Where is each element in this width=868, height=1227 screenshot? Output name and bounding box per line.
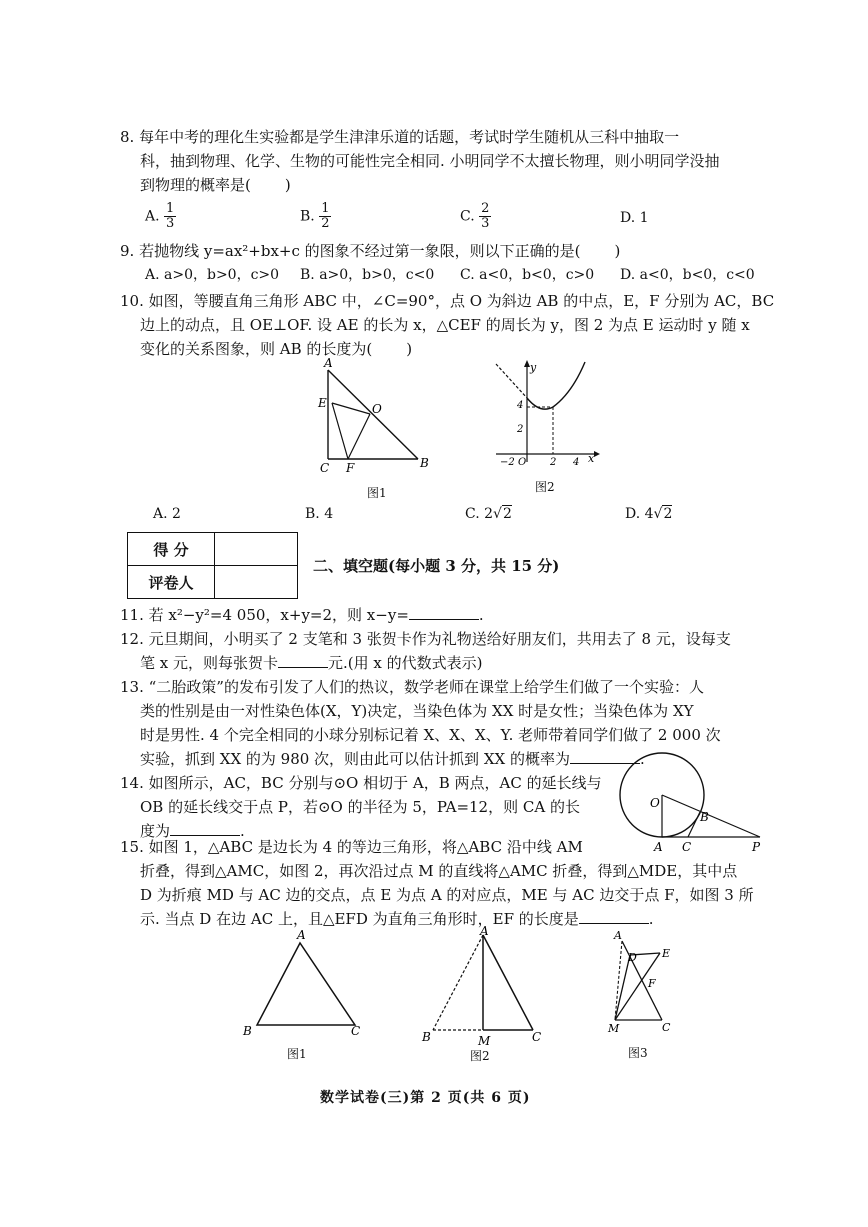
- q15-answer-blank[interactable]: [579, 909, 649, 924]
- q14-line-1: 14. 如图所示，AC，BC 分别与⊙O 相切于 A，B 两点，AC 的延长线与: [120, 774, 602, 792]
- q8-line-1: 8. 每年中考的理化生实验都是学生津津乐道的话题，考试时学生随机从三科中抽取一: [120, 128, 680, 146]
- q15-fig3-caption: 图3: [628, 1046, 648, 1060]
- page-footer: 数学试卷(三)第 2 页(共 6 页): [320, 1090, 531, 1106]
- score-table: [127, 532, 298, 599]
- q13-line-1: 13. “二胎政策”的发布引发了人们的热议，数学老师在课堂上给学生们做了一个实验：人: [120, 678, 704, 696]
- q10-figure-2: [492, 358, 602, 470]
- q14-label-a: A: [654, 840, 663, 854]
- q13-line-3: 时是男性. 4 个完全相同的小球分别标记着 X、X、X、Y. 老师带着同学们做了 2 000 次: [140, 726, 721, 744]
- q15-fig2-label-c: C: [532, 1030, 542, 1044]
- q15-fig2-label-m: M: [478, 1034, 491, 1048]
- q10-option-c[interactable]: C. 2√2: [465, 506, 512, 522]
- grader-cell[interactable]: [215, 566, 298, 599]
- q15-figure-1: [235, 925, 375, 1045]
- fig2-label-x: x: [588, 452, 595, 465]
- q15-fig3-label-d: D: [628, 951, 637, 964]
- fig2-origin: O: [518, 457, 527, 468]
- q15-fig2-label-b: B: [422, 1030, 431, 1044]
- q10-option-d[interactable]: D. 4√2: [625, 506, 673, 522]
- q10-options: [145, 506, 775, 528]
- q8-line-2: 科，抽到物理、化学、生物的可能性完全相同. 小明同学不太擅长物理，则小明同学没抽: [140, 152, 720, 170]
- q10-option-a[interactable]: A. 2: [153, 506, 181, 522]
- q14-label-c: C: [682, 840, 692, 854]
- fig2-tick-2x: 2: [550, 457, 557, 468]
- q15-figure-3: [600, 925, 690, 1040]
- q12-line-1: 12. 元旦期间，小明买了 2 支笔和 3 张贺卡作为礼物送给好朋友们，共用去了 8 元，设每支: [120, 630, 731, 648]
- q10-figure-1: [310, 355, 450, 480]
- q8-option-c[interactable]: C. $\frac{2}{3}$: [460, 201, 490, 231]
- q14-figure: [612, 745, 772, 855]
- q9-stem: 9. 若抛物线 y=ax²+bx+c 的图象不经过第一象限，则以下正确的是( ): [120, 242, 621, 260]
- q10-line-3: 变化的关系图象，则 AB 的长度为( ): [140, 340, 413, 358]
- fig1-label-a: A: [324, 356, 333, 370]
- q9-option-d[interactable]: D. a<0，b<0，c<0: [620, 267, 755, 283]
- q15-fig2-caption: 图2: [470, 1049, 490, 1063]
- q8-option-d[interactable]: D. 1: [620, 210, 649, 226]
- q10-line-1: 10. 如图，等腰直角三角形 ABC 中，∠C=90°，点 O 为斜边 AB 的中点，E，F 分别为 AC，BC: [120, 292, 775, 310]
- fig2-label-y: y: [530, 361, 537, 374]
- fig1-label-b: B: [420, 456, 429, 470]
- q15-fig3-label-f: F: [648, 977, 656, 990]
- q15-fig1-label-c: C: [351, 1024, 361, 1038]
- q8-option-b[interactable]: B. $\frac{1}{2}$: [300, 201, 330, 231]
- q15-fig3-label-m: M: [608, 1022, 620, 1035]
- q11: 11. 若 x²−y²=4 050，x+y=2，则 x−y= .: [120, 606, 484, 624]
- q15-figure-2: [418, 925, 558, 1050]
- q10-fig1-caption: 图1: [367, 486, 387, 500]
- q15-fig2-label-a: A: [480, 925, 489, 938]
- q13-line-2: 类的性别是由一对性染色体(X，Y)决定，当染色体为 XX 时是女性；当染色体为 XY: [140, 702, 694, 720]
- q14-line-3: 度为 .: [140, 822, 245, 840]
- fig2-tick-2y: 2: [517, 424, 524, 435]
- fig1-label-f: F: [346, 461, 355, 475]
- fig2-tick-4y: 4: [517, 400, 524, 411]
- fig2-tick-4x: 4: [573, 457, 580, 468]
- grader-label: 评卷人: [128, 566, 215, 599]
- q9-option-a[interactable]: A. a>0，b>0，c>0: [145, 267, 280, 283]
- q10-line-2: 边上的动点，且 OE⊥OF. 设 AE 的长为 x，△CEF 的周长为 y，图 2 为点 E 运动时 y 随 x: [140, 316, 750, 334]
- q14-answer-blank[interactable]: [170, 821, 240, 836]
- fig1-label-o: O: [372, 402, 382, 416]
- q14-label-b: B: [700, 810, 709, 824]
- q9-options: [145, 264, 775, 286]
- q14-line-2: OB 的延长线交于点 P，若⊙O 的半径为 5，PA=12，则 CA 的长: [140, 798, 580, 816]
- q15-fig3-label-e: E: [662, 947, 671, 960]
- q15-fig1-caption: 图1: [287, 1047, 307, 1061]
- q12-line-2: 笔 x 元，则每张贺卡 元.(用 x 的代数式表示): [140, 654, 483, 672]
- q15-line-4: 示. 当点 D 在边 AC 上，且△EFD 为直角三角形时，EF 的长度是 .: [140, 910, 654, 928]
- q9-option-c[interactable]: C. a<0，b<0，c>0: [460, 267, 595, 283]
- q8-options: [145, 202, 775, 236]
- fig2-tick-neg2: −2: [500, 457, 515, 468]
- q12-answer-blank[interactable]: [278, 653, 328, 668]
- q14-label-o: O: [650, 796, 660, 810]
- q15-fig1-label-a: A: [297, 928, 306, 942]
- score-label: 得 分: [128, 533, 215, 566]
- score-cell[interactable]: [215, 533, 298, 566]
- q15-fig3-label-a: A: [614, 929, 622, 942]
- q15-line-2: 折叠，得到△AMC，如图 2，再次沿过点 M 的直线将△AMC 折叠，得到△MDE，其中点: [140, 862, 738, 880]
- fig1-label-e: E: [318, 396, 327, 410]
- q15-line-1: 15. 如图 1，△ABC 是边长为 4 的等边三角形，将△ABC 沿中线 AM: [120, 838, 583, 856]
- q8-option-a[interactable]: A. $\frac{1}{3}$: [145, 201, 175, 231]
- section-title: 二、填空题(每小题 3 分，共 15 分): [313, 557, 560, 575]
- q13-line-4: 实验，抓到 XX 的为 980 次，则由此可以估计抓到 XX 的概率为 .: [140, 750, 645, 768]
- q10-option-b[interactable]: B. 4: [305, 506, 334, 522]
- q8-line-3: 到物理的概率是( ): [140, 176, 291, 194]
- q15-fig1-label-b: B: [243, 1024, 252, 1038]
- q11-answer-blank[interactable]: [409, 605, 479, 620]
- q9-option-b[interactable]: B. a>0，b>0，c<0: [300, 267, 435, 283]
- q15-fig3-label-c: C: [662, 1021, 671, 1034]
- fig1-label-c: C: [320, 461, 330, 475]
- q10-fig2-caption: 图2: [535, 480, 555, 494]
- q15-line-3: D 为折痕 MD 与 AC 边的交点，点 E 为点 A 的对应点，ME 与 AC 边交于点 F，如图 3 所: [140, 886, 754, 904]
- q14-label-p: P: [752, 840, 761, 854]
